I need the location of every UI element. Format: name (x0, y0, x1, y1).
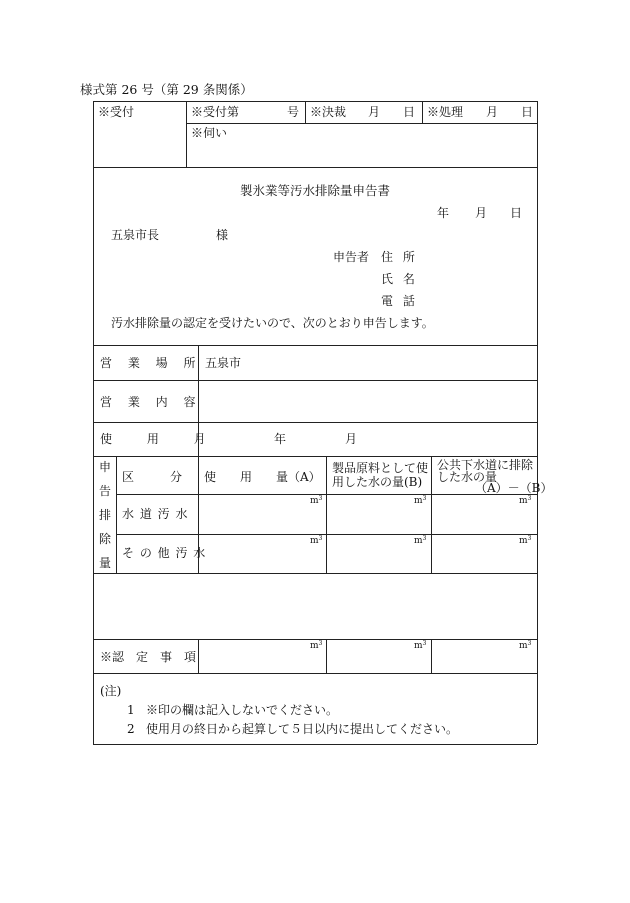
reception-number-prefix: ※受付第 (191, 105, 240, 119)
reception-label: ※受付 (98, 105, 135, 119)
certification-top-border (93, 639, 537, 640)
address-label: 住 所 (381, 250, 415, 264)
form-title: 製氷業等汚水排除量申告書 (240, 183, 391, 198)
header-divider (186, 123, 537, 124)
certification-label: ※認 定 事 項 (100, 650, 197, 664)
discharged-header-line3: （A）－（B） (475, 481, 553, 495)
discharge-side-char-2: 告 (99, 484, 112, 498)
unit-row2-col-c: $m^3$ (519, 535, 532, 546)
applicant-label: 申告者 (333, 250, 370, 264)
discharge-bottom-border (93, 573, 537, 574)
notes-heading: (注) (100, 684, 122, 698)
category-header: 区 分 (122, 470, 183, 484)
header-reception-divider (186, 101, 187, 167)
row-divider-1 (93, 380, 537, 381)
addressee: 五泉市長 (111, 228, 160, 242)
addressee-suffix: 様 (216, 228, 229, 242)
decision-day: 日 (403, 105, 416, 119)
outer-right-border (537, 101, 538, 744)
certification-col-b-divider (326, 639, 327, 673)
processing-label: ※処理 (427, 105, 464, 119)
discharge-side-char-3: 排 (99, 508, 112, 522)
header-processing-divider (422, 101, 423, 123)
usage-year: 年 (274, 432, 287, 446)
certification-label-divider (198, 639, 199, 673)
row-divider-3 (93, 456, 537, 457)
certification-bottom-border (93, 673, 537, 674)
unit-row1-col-a: $m^3$ (310, 495, 323, 506)
discharged-header-line1: 公共下水道に排除 (437, 458, 534, 472)
date-year: 年 (437, 206, 450, 220)
discharged-header-line2: した水の量 (437, 470, 498, 484)
name-label: 氏 名 (381, 272, 415, 286)
outer-top-border (93, 101, 537, 102)
note-1-text: ※印の欄は記入しないでください。 (146, 703, 339, 717)
row-divider-2 (93, 422, 537, 423)
processing-day: 日 (521, 105, 534, 119)
outer-bottom-border (93, 744, 537, 745)
phone-label: 電 話 (381, 294, 415, 308)
reception-number-suffix: 号 (287, 105, 300, 119)
usage-month: 月 (345, 432, 358, 446)
business-content-label: 営 業 内 容 (100, 395, 196, 409)
discharge-col-c-divider (431, 456, 432, 573)
tap-water-sewage-label: 水 道 汚 水 (122, 507, 188, 521)
usage-month-label: 使 用 月 (100, 432, 206, 446)
discharge-side-char-5: 量 (99, 556, 112, 570)
decision-label: ※決裁 (310, 105, 347, 119)
discharge-header-bottom (116, 494, 537, 495)
declaration-statement: 汚水排除量の認定を受けたいので、次のとおり申告します。 (111, 316, 434, 330)
discharge-col-b-divider (326, 456, 327, 573)
unit-cert-col-a: $m^3$ (310, 640, 323, 651)
business-location-label: 営 業 場 所 (100, 356, 196, 370)
discharge-row1-bottom (116, 534, 537, 535)
note-1-number: 1 (127, 703, 135, 717)
discharge-side-char-1: 申 (99, 460, 112, 474)
unit-row2-col-b: $m^3$ (414, 535, 427, 546)
note-2-number: 2 (127, 722, 135, 736)
unit-cert-col-b: $m^3$ (414, 640, 427, 651)
date-month: 月 (475, 206, 488, 220)
unit-row1-col-b: $m^3$ (414, 495, 427, 506)
unit-cert-col-c: $m^3$ (519, 640, 532, 651)
usage-amount-header: 使 用 量（A） (204, 470, 321, 484)
header-bottom-border (93, 167, 537, 168)
note-2-text: 使用月の終日から起算して５日以内に提出してください。 (146, 722, 459, 736)
header-decision-divider (305, 101, 306, 123)
processing-month: 月 (486, 105, 499, 119)
decision-month: 月 (368, 105, 381, 119)
raw-material-header-line2: 用した水の量(B) (332, 475, 423, 489)
date-day: 日 (510, 206, 523, 220)
inquiry-label: ※伺い (191, 126, 228, 140)
declaration-bottom-border (93, 345, 537, 346)
discharge-side-char-4: 除 (99, 532, 112, 546)
raw-material-header-line1: 製品原料として使 (332, 461, 429, 475)
business-location-value: 五泉市 (205, 356, 242, 370)
unit-row1-col-c: $m^3$ (519, 495, 532, 506)
form-number: 様式第 26 号（第 29 条関係） (80, 82, 253, 97)
discharge-side-divider (116, 456, 117, 573)
unit-row2-col-a: $m^3$ (310, 535, 323, 546)
certification-col-c-divider (431, 639, 432, 673)
other-sewage-label: そ の 他 汚 水 (122, 546, 206, 560)
